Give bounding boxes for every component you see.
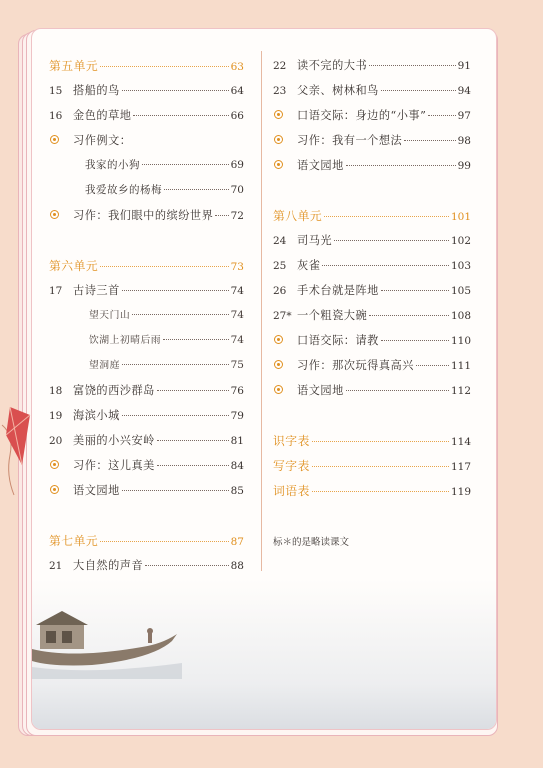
page-number: 94 xyxy=(457,85,471,97)
bullet-circle-icon xyxy=(49,135,73,144)
entry-title: 饮湖上初晴后雨 xyxy=(89,335,162,346)
entry-title: 金色的草地 xyxy=(73,109,132,122)
dot-leader xyxy=(157,390,229,391)
entry-title: 口语交际：请教 xyxy=(297,334,379,347)
bullet-circle-icon xyxy=(49,210,73,219)
toc-unit-heading[interactable] xyxy=(49,57,244,82)
toc-sub-entry[interactable] xyxy=(49,182,244,207)
page-number: 79 xyxy=(230,410,244,422)
page-number: 75 xyxy=(230,359,244,371)
toc-entry[interactable] xyxy=(273,82,471,107)
dot-leader xyxy=(157,465,229,466)
entry-title: 富饶的西沙群岛 xyxy=(73,384,155,397)
dot-leader xyxy=(122,490,229,491)
entry-title: 习作：那次玩得真高兴 xyxy=(297,359,414,372)
toc-entry[interactable] xyxy=(273,107,471,132)
toc-left-column xyxy=(49,57,244,582)
lesson-number: 21 xyxy=(49,560,63,572)
page-number: 70 xyxy=(230,184,244,196)
toc-entry[interactable] xyxy=(273,282,471,307)
lesson-number: 17 xyxy=(49,285,63,297)
toc-entry[interactable] xyxy=(49,207,244,232)
entry-title: 语文园地 xyxy=(73,484,120,497)
entry-title: 识字表 xyxy=(273,434,310,448)
toc-index-entry[interactable] xyxy=(273,457,471,482)
lesson-number: 26 xyxy=(273,285,287,297)
toc-page xyxy=(31,28,497,730)
page-number: 72 xyxy=(230,210,244,222)
toc-entry[interactable] xyxy=(273,307,471,332)
entry-title: 词语表 xyxy=(273,484,310,498)
dot-leader xyxy=(381,290,449,291)
entry-title: 读不完的大书 xyxy=(297,59,368,72)
dot-leader xyxy=(334,240,449,241)
section-gap xyxy=(49,507,244,532)
dot-leader xyxy=(369,315,449,316)
page-number: 74 xyxy=(230,285,244,297)
page-number: 87 xyxy=(230,536,244,548)
page-number: 99 xyxy=(457,160,471,172)
entry-title: 习作：我有一个想法 xyxy=(297,134,403,147)
entry-title: 语文园地 xyxy=(297,384,344,397)
lesson-number: 23 xyxy=(273,85,287,97)
entry-title: 海滨小城 xyxy=(73,409,120,422)
section-gap xyxy=(273,407,471,432)
dot-leader xyxy=(369,65,455,66)
page-number: 88 xyxy=(230,560,244,572)
section-gap xyxy=(49,232,244,257)
lesson-number: 27* xyxy=(273,310,292,322)
toc-entry[interactable] xyxy=(49,82,244,107)
entry-title: 灰雀 xyxy=(297,259,321,272)
entry-title: 写字表 xyxy=(273,459,310,473)
page-number: 111 xyxy=(450,360,471,372)
page-number: 73 xyxy=(230,261,244,273)
toc-entry[interactable] xyxy=(273,257,471,282)
entry-title: 望天门山 xyxy=(89,310,131,321)
dot-leader xyxy=(312,466,449,467)
bullet-circle-icon xyxy=(49,485,73,494)
page-number: 91 xyxy=(457,60,471,72)
toc-entry[interactable] xyxy=(273,332,471,357)
dot-leader xyxy=(164,189,229,190)
toc-entry[interactable] xyxy=(273,57,471,82)
dot-leader xyxy=(132,314,228,315)
page-number: 110 xyxy=(450,335,471,347)
bullet-circle-icon xyxy=(273,385,297,394)
toc-poem-entry[interactable] xyxy=(49,307,244,332)
dot-leader xyxy=(122,415,229,416)
page-number: 74 xyxy=(230,334,244,346)
entry-title: 搭船的鸟 xyxy=(73,84,120,97)
toc-entry[interactable] xyxy=(49,407,244,432)
toc-right-column xyxy=(273,57,471,507)
entry-title: 习作：这儿真美 xyxy=(73,459,155,472)
toc-unit-heading[interactable] xyxy=(273,207,471,232)
page-number: 74 xyxy=(230,309,244,321)
entry-title: 习作：我们眼中的缤纷世界 xyxy=(73,209,214,222)
bullet-circle-icon xyxy=(273,110,297,119)
lesson-number: 20 xyxy=(49,435,63,447)
dot-leader xyxy=(312,441,449,442)
entry-title: 一个粗瓷大碗 xyxy=(297,309,368,322)
entry-title: 语文园地 xyxy=(297,159,344,172)
toc-entry[interactable] xyxy=(49,382,244,407)
toc-sub-entry[interactable] xyxy=(49,157,244,182)
dot-leader xyxy=(157,440,229,441)
bullet-circle-icon xyxy=(49,460,73,469)
entry-title: 第八单元 xyxy=(273,209,323,223)
dot-leader xyxy=(100,66,228,67)
dot-leader xyxy=(324,216,449,217)
dot-leader xyxy=(416,365,449,366)
dot-leader xyxy=(381,340,449,341)
dot-leader xyxy=(428,115,455,116)
entry-title: 第七单元 xyxy=(49,534,99,548)
dot-leader xyxy=(100,266,228,267)
toc-entry[interactable] xyxy=(49,107,244,132)
dot-leader xyxy=(346,390,449,391)
dot-leader xyxy=(163,339,229,340)
lesson-number: 22 xyxy=(273,60,287,72)
toc-entry[interactable] xyxy=(273,232,471,257)
entry-title: 美丽的小兴安岭 xyxy=(73,434,155,447)
page-number: 103 xyxy=(450,260,471,272)
entry-title: 我家的小狗 xyxy=(85,159,140,171)
toc-unit-heading[interactable] xyxy=(49,257,244,282)
entry-title: 第五单元 xyxy=(49,59,99,73)
bullet-circle-icon xyxy=(273,335,297,344)
dot-leader xyxy=(381,90,456,91)
lesson-number: 24 xyxy=(273,235,287,247)
entry-title: 大自然的声音 xyxy=(73,559,144,572)
toc-unit-heading[interactable] xyxy=(49,532,244,557)
lesson-number: 25 xyxy=(273,260,287,272)
lesson-number: 15 xyxy=(49,85,63,97)
page-number: 102 xyxy=(450,235,471,247)
toc-entry[interactable] xyxy=(49,282,244,307)
dot-leader xyxy=(145,565,228,566)
page-number: 84 xyxy=(230,460,244,472)
page-number: 97 xyxy=(457,110,471,122)
page-number: 108 xyxy=(450,310,471,322)
toc-entry[interactable] xyxy=(49,482,244,507)
page-number: 63 xyxy=(230,61,244,73)
section-gap xyxy=(273,182,471,207)
column-divider xyxy=(261,51,262,571)
page-number: 119 xyxy=(450,486,471,498)
entry-title: 我爱故乡的杨梅 xyxy=(85,184,162,196)
dot-leader xyxy=(133,115,228,116)
page-number: 64 xyxy=(230,85,244,97)
footnote: 标＊的是略读课文 xyxy=(273,537,350,548)
toc-entry[interactable] xyxy=(273,157,471,182)
entry-title: 第六单元 xyxy=(49,259,99,273)
dot-leader xyxy=(404,140,455,141)
page-number: 101 xyxy=(450,211,471,223)
toc-poem-entry[interactable] xyxy=(49,332,244,357)
boat-illustration xyxy=(32,589,182,679)
page-number: 112 xyxy=(450,385,471,397)
dot-leader xyxy=(142,164,229,165)
toc-entry[interactable] xyxy=(273,382,471,407)
page-number: 76 xyxy=(230,385,244,397)
page-number: 66 xyxy=(230,110,244,122)
dot-leader xyxy=(122,364,229,365)
toc-index-entry[interactable] xyxy=(273,432,471,457)
toc-poem-entry[interactable] xyxy=(49,357,244,382)
toc-index-entry[interactable] xyxy=(273,482,471,507)
page-number: 81 xyxy=(230,435,244,447)
page-number: 98 xyxy=(457,135,471,147)
lesson-number: 19 xyxy=(49,410,63,422)
entry-title: 口语交际：身边的“小事” xyxy=(297,109,427,122)
dot-leader xyxy=(122,290,229,291)
bullet-circle-icon xyxy=(273,360,297,369)
entry-title: 父亲、树林和鸟 xyxy=(297,84,379,97)
entry-title: 望洞庭 xyxy=(89,360,120,371)
toc-entry[interactable] xyxy=(273,132,471,157)
page-number: 85 xyxy=(230,485,244,497)
entry-title: 习作例文： xyxy=(73,134,132,147)
toc-entry[interactable] xyxy=(49,432,244,457)
toc-entry[interactable] xyxy=(49,132,244,157)
dot-leader xyxy=(312,491,449,492)
page-number: 114 xyxy=(450,436,471,448)
dot-leader xyxy=(346,165,456,166)
lesson-number: 16 xyxy=(49,110,63,122)
toc-entry[interactable] xyxy=(49,457,244,482)
page-number: 105 xyxy=(450,285,471,297)
page-number: 69 xyxy=(230,159,244,171)
dot-leader xyxy=(215,215,228,216)
bullet-circle-icon xyxy=(273,135,297,144)
entry-title: 手术台就是阵地 xyxy=(297,284,379,297)
bullet-circle-icon xyxy=(273,160,297,169)
dot-leader xyxy=(322,265,449,266)
lesson-number: 18 xyxy=(49,385,63,397)
entry-title: 古诗三首 xyxy=(73,284,120,297)
toc-entry[interactable] xyxy=(273,357,471,382)
entry-title: 司马光 xyxy=(297,234,333,247)
page-number: 117 xyxy=(450,461,471,473)
dot-leader xyxy=(100,541,228,542)
dot-leader xyxy=(122,90,229,91)
